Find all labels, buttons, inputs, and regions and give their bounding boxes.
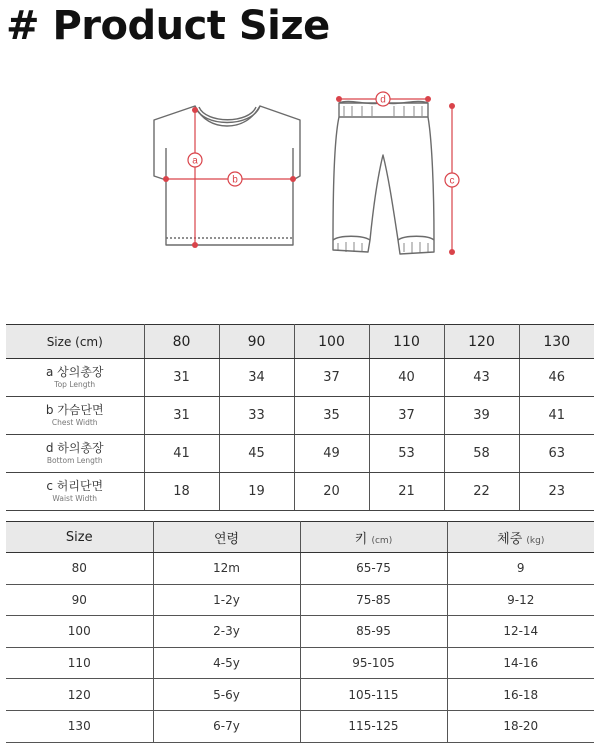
table-cell: 12m	[153, 553, 300, 585]
table-cell: 37	[294, 359, 369, 397]
table-cell: 1-2y	[153, 584, 300, 616]
size-col-80: 80	[144, 325, 219, 359]
table-cell: 100	[6, 616, 153, 648]
size-col-110: 110	[369, 325, 444, 359]
table-cell: 85-95	[300, 616, 447, 648]
table-row	[6, 647, 594, 679]
table-cell: 41	[144, 435, 219, 473]
garment-diagram	[0, 80, 600, 280]
table-cell: 34	[219, 359, 294, 397]
table-cell: 18	[144, 473, 219, 511]
size-table-header	[6, 325, 594, 359]
table-row	[6, 397, 594, 435]
label-b: b	[232, 174, 238, 186]
header-weight-unit: (kg)	[526, 535, 545, 546]
table-cell: 115-125	[300, 710, 447, 742]
table-row	[6, 679, 594, 711]
table-cell: 110	[6, 647, 153, 679]
table-cell: 14-16	[447, 647, 594, 679]
table-cell: 19	[219, 473, 294, 511]
row-label	[6, 397, 144, 435]
size-col-120: 120	[444, 325, 519, 359]
row-label-en: Chest Width	[51, 418, 98, 427]
row-label-kr: d 하의총장	[45, 441, 104, 455]
table-cell: 58	[444, 435, 519, 473]
table-cell: 9	[447, 553, 594, 585]
label-a: a	[192, 155, 198, 167]
table-cell: 22	[444, 473, 519, 511]
table-cell: 12-14	[447, 616, 594, 648]
table-cell: 20	[294, 473, 369, 511]
page-title: # Product Size	[6, 3, 330, 49]
table-cell: 95-105	[300, 647, 447, 679]
header-weight	[447, 522, 594, 553]
table-cell: 43	[444, 359, 519, 397]
table-row	[6, 710, 594, 742]
size-header-label: Size (cm)	[6, 325, 144, 359]
pants-icon	[333, 101, 434, 254]
table-cell: 37	[369, 397, 444, 435]
size-col-90: 90	[219, 325, 294, 359]
table-cell: 63	[519, 435, 594, 473]
size-col-100: 100	[294, 325, 369, 359]
label-c: c	[449, 175, 455, 187]
table-row	[6, 435, 594, 473]
age-table	[6, 521, 594, 743]
table-cell: 65-75	[300, 553, 447, 585]
table-cell: 45	[219, 435, 294, 473]
table-cell: 130	[6, 710, 153, 742]
size-col-130: 130	[519, 325, 594, 359]
table-cell: 75-85	[300, 584, 447, 616]
row-label	[6, 435, 144, 473]
row-label-kr: a 상의총장	[45, 365, 104, 379]
table-cell: 2-3y	[153, 616, 300, 648]
table-cell: 33	[219, 397, 294, 435]
table-cell: 9-12	[447, 584, 594, 616]
size-table	[6, 324, 594, 511]
row-label-en: Waist Width	[52, 494, 98, 503]
header-weight-label: 체중	[497, 531, 523, 547]
tshirt-icon	[154, 106, 300, 245]
row-label	[6, 473, 144, 511]
row-label-en: Bottom Length	[46, 456, 103, 465]
table-cell: 23	[519, 473, 594, 511]
header-height-label: 키	[354, 531, 368, 547]
table-row	[6, 584, 594, 616]
table-row	[6, 473, 594, 511]
table-cell: 80	[6, 553, 153, 585]
table-cell: 105-115	[300, 679, 447, 711]
row-label	[6, 359, 144, 397]
table-row	[6, 616, 594, 648]
table-cell: 31	[144, 397, 219, 435]
label-d: d	[380, 94, 386, 106]
table-cell: 120	[6, 679, 153, 711]
table-cell: 31	[144, 359, 219, 397]
table-cell: 5-6y	[153, 679, 300, 711]
header-size: Size	[6, 522, 153, 553]
row-label-en: Top Length	[54, 380, 96, 389]
table-cell: 53	[369, 435, 444, 473]
row-label-kr: c 허리단면	[46, 479, 104, 493]
table-cell: 90	[6, 584, 153, 616]
age-table-header	[6, 522, 594, 553]
header-age: 연령	[153, 522, 300, 553]
table-cell: 4-5y	[153, 647, 300, 679]
header-height	[300, 522, 447, 553]
table-cell: 49	[294, 435, 369, 473]
table-cell: 39	[444, 397, 519, 435]
table-cell: 35	[294, 397, 369, 435]
table-cell: 46	[519, 359, 594, 397]
table-cell: 40	[369, 359, 444, 397]
table-cell: 6-7y	[153, 710, 300, 742]
header-height-unit: (cm)	[371, 535, 393, 546]
table-cell: 41	[519, 397, 594, 435]
table-cell: 16-18	[447, 679, 594, 711]
table-cell: 18-20	[447, 710, 594, 742]
table-row	[6, 359, 594, 397]
table-cell: 21	[369, 473, 444, 511]
row-label-kr: b 가슴단면	[45, 403, 104, 417]
table-row	[6, 553, 594, 585]
